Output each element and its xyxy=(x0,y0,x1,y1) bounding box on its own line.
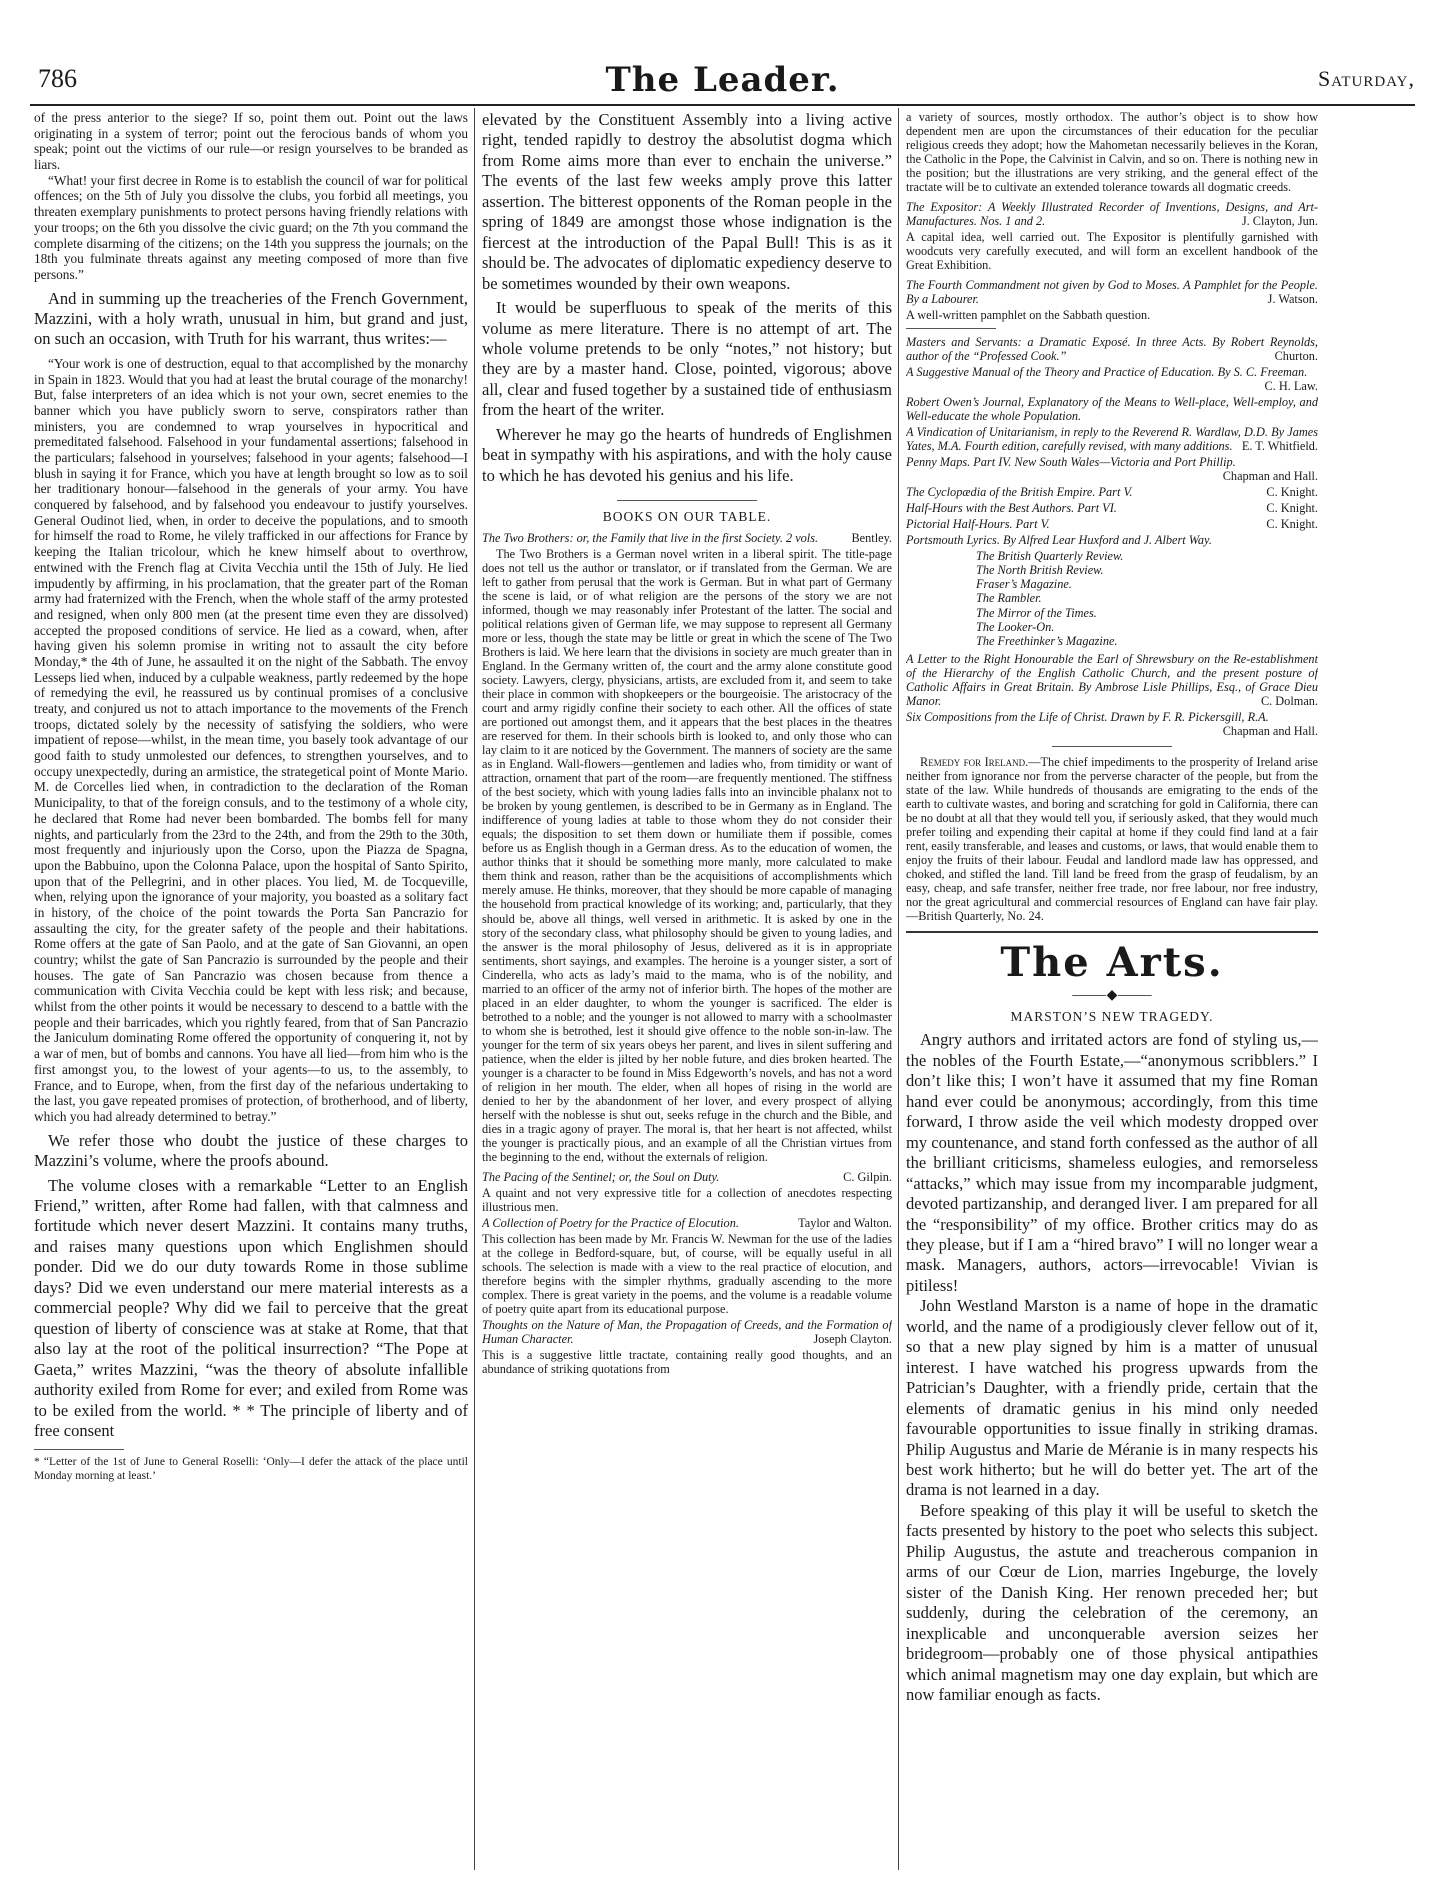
header-rule xyxy=(30,104,1415,106)
book-publisher: Bentley. xyxy=(851,531,892,546)
remedy-heading: Remedy for Ireland. xyxy=(920,754,1029,769)
book-publisher: C. Dolman. xyxy=(1260,693,1318,708)
issue-day: Saturday, xyxy=(1317,66,1415,91)
book-entry xyxy=(906,533,1318,547)
arts-section-title: The Arts. xyxy=(1000,938,1224,986)
column-1 xyxy=(34,110,468,1870)
paragraph: Wherever he may go the hearts of hundreds of Englishmen beat in sympathy with his aspirations, and with the holy cause to which he has devoted his genius and his life. xyxy=(482,424,892,485)
paragraph: The volume closes with a remarkable “Letter to an English Friend,” written, after Rome had fallen, with that calmness and fortitude which never desert Mazzini. It contains many truths, and raises many questions upon which Englishmen should ponder. Did we do our duty towards Rome in those sublime days? Did we even understand our mere material interests as a commercial people? Why did we fail to perceive that the great question of liberty of conscience was at stake at Rome, that that also lay at the root of the political insurrection? “The Pope at Gaeta,” writes Mazzini, “was the theory of absolute infallible authority exiled from Rome for ever; and exiled from Rome was to be exiled from the world. * * The principle of liberty and of free consent xyxy=(34,1175,468,1440)
book-publisher: E. T. Whitfield. xyxy=(1241,439,1318,454)
list-item: The Freethinker’s Magazine. xyxy=(976,633,1118,648)
book-entry xyxy=(906,485,1318,499)
book-title: The Cyclopædia of the British Empire. Part V. xyxy=(906,485,1133,500)
book-title: Thoughts on the Nature of Man, the Propagation of Creeds, and the Formation of Human Character. xyxy=(482,1317,892,1346)
book-entry xyxy=(906,455,1318,483)
book-entry xyxy=(906,425,1318,453)
book-title: Robert Owen’s Journal, Explanatory of the Means to Well-place, Well-employ, and Well-educate the whole Population. xyxy=(906,395,1318,424)
journal-list xyxy=(906,549,1318,647)
column-divider xyxy=(898,108,899,1870)
page-number: 786 xyxy=(38,64,77,93)
column-divider xyxy=(474,108,475,1870)
book-publisher: C. Knight. xyxy=(1266,485,1318,500)
book-entry xyxy=(906,652,1318,708)
book-entry xyxy=(906,517,1318,531)
book-entry xyxy=(482,1318,892,1346)
review: This is a suggestive little tractate, containing really good thoughts, and an abundance of striking quotations from xyxy=(482,1347,892,1376)
book-publisher: C. Knight. xyxy=(1266,501,1318,516)
review: A quaint and not very expressive title for a collection of anecdotes respecting illustrious men. xyxy=(482,1185,892,1214)
book-title: Portsmouth Lyrics. By Alfred Lear Huxford and J. Albert Way. xyxy=(906,533,1212,548)
book-title: A Vindication of Unitarianism, in reply to the Reverend R. Wardlaw, D.D. By James Yates, M.A. Fourth edition, carefully revised, with many additions. xyxy=(906,425,1318,454)
paragraph: elevated by the Constituent Assembly into a living active right, tended rapidly to destroy the absolutist dogma which from Rome aims more than ever to enchain the universe.” The events of the last few weeks amply prove this latter assertion. The bitterest opponents of the Roman people in the spring of 1849 are amongst those whose indignation is the fiercest at the introduction of the Papal Bull! This is as it should be. The advocates of diplomatic expediency deserve to be sometimes wounded by their own weapons. xyxy=(482,110,892,293)
book-publisher: C. H. Law. xyxy=(1264,379,1318,394)
list-item: The Looker-On. xyxy=(976,619,1055,634)
book-publisher: Taylor and Walton. xyxy=(798,1215,892,1230)
review: A capital idea, well carried out. The Expositor is plentifully garnished with woodcuts very carefully executed, and will form an excellent handbook of the Great Exhibition. xyxy=(906,230,1318,273)
paragraph: Before speaking of this play it will be useful to sketch the facts presented by history to the poet who selects this subject. Philip Augustus, the astute and treacherous companion in arms of our Cœur de Lion, marries Ingeburge, the lovely sister of the Danish King. Her renown preceded her; but suddenly, during the celebration of the ceremony, an inexplicable and unconquerable aversion seizes her bridegroom—probably one of those physical antipathies which animal magnetism may one day explain, but which are now familiar enough as facts. xyxy=(906,1500,1318,1704)
book-entry xyxy=(906,278,1318,306)
paragraph xyxy=(906,755,1318,923)
section-rule xyxy=(906,328,996,329)
book-title: A Letter to the Right Honourable the Earl of Shrewsbury on the Re-establishment of the Hierarchy of the English Catholic Church, and the present posture of Catholic Affairs in Great Britain. By Ambrose Lisle Phillips, Esq., of Grace Dieu Manor. xyxy=(906,651,1318,708)
column-3 xyxy=(906,110,1318,1870)
review: A well-written pamphlet on the Sabbath question. xyxy=(906,308,1151,323)
book-publisher: C. Knight. xyxy=(1266,517,1318,532)
books-heading: BOOKS ON OUR TABLE. xyxy=(602,509,772,525)
book-title: Penny Maps. Part IV. New South Wales—Victoria and Port Phillip. xyxy=(906,455,1236,470)
masthead: The Leader. xyxy=(605,60,840,100)
ornament: ⸻◆⸻ xyxy=(1071,988,1153,1004)
list-item: Fraser’s Magazine. xyxy=(976,577,1072,592)
paragraph: of the press anterior to the siege? If so, point them out. Point out the laws originating in a system of terror; point out the ferocious bands of whom you speak; point out the victims of our rule—or resign yourselves to be branded as liars. xyxy=(34,110,468,173)
footnote-rule xyxy=(34,1449,124,1450)
book-entry xyxy=(906,710,1318,738)
list-item: The British Quarterly Review. xyxy=(976,549,1124,564)
article-heading: MARSTON’S NEW TRAGEDY. xyxy=(1010,1008,1214,1024)
book-title: The Two Brothers: or, the Family that live in the first Society. 2 vols. xyxy=(482,531,819,546)
review: This collection has been made by Mr. Francis W. Newman for the use of the ladies at the college in Bedford-square, but, of course, will be equally useful in all schools. The selection is made with a view to the real practice of elocution, and therefore begins with the simpler rhythms, gradually ascending to the more complex. There is great variety in the poems, and the volume is a readable volume of poetry quite apart from its educational purpose. xyxy=(482,1231,892,1316)
paragraph: John Westland Marston is a name of hope in the dramatic world, and the name of a prodigiously clever fellow out of it, so that a new play signed by him is a matter of unusual interest. I have watched his progress upwards from the Patrician’s Daughter, with a friendly pride, certain that the elements of dramatic genius in his mind only needed favourable opportunities to issue finally in striking dramas. Philip Augustus and Marie de Méranie is in many respects his best work hitherto; but he will do better yet. The art of the drama is not learned in a day. xyxy=(906,1296,1318,1500)
quote-paragraph: “What! your first decree in Rome is to establish the council of war for political offences; on the 5th of July you dissolve the clubs, you forbid all meetings, you threaten exemplary punishments to protect persons having friendly relations with your troops; on the 6th you dissolve the civic guard; on the 7th you command the complete disarming of the citizens; on the 14th you suppress the journals; on the 18th you fulminate threats against any meeting composed of more than five persons.” xyxy=(34,172,468,282)
review: The Two Brothers is a German novel writen in a liberal spirit. The title-page does not tell us the author or translator, or if translated from the German. We are left to gather from perusal that the work is German. But in what part of Germany the scene is laid, or of what religion are the persons of the story we are not informed, though we may reasonably infer Protestant of the latter. The social and political relations given of German life, we may suppose to represent all Germany more or less, though the state may be little or great in which the scene of The Two Brothers is laid. We here learn that the divisions in society are much greater than in England. In the Germany written of, the court and the army alone constitute good society. Lawyers, clergy, physicians, artists, are excluded from it, and seem to take their place in common with shopkeepers or the bourgeoisie. The aristocracy of the court and army rigidly confine their society to each other. All the offices of state are portioned out amongst them, and it appears that the best places in the theatres are reserved for them. In their schools birth is looked to, and only those who can lay claim to it are noticed by the Government. The manners of society are the same as in England. Wall-flowers—gentlemen and ladies who, from timidity or want of attraction, ornament that part of the room—are frequently mentioned. The stiffness of the best society, which with young ladies falls into an invincible phalanx not to be broken by young gentlemen, is described to be in Germany as in England. The indifference of young ladies at table to those whom they do not consider their equals; the disposition to set them down or humiliate them if possible, comes before us as English though in a German dress. As to the education of women, the author thinks that it should be something more manly, more calculated to make them think and reason, rather than be the acquisitions of accomplishments which merely amuse. He thinks, moreover, that they should be more capable of managing the household from practical knowledge of its working; and, particularly, that they should be, above all things, well versed in arithmetic. It is asked by one in the story of the secondary class, what philosophy should be given to young ladies, and the answer is the moral philosophy of Jesus, delivered as it is in appropriate sentiments, short sayings, and examples. The heroine is a younger sister, a sort of Cinderella, who acts as lady’s maid to the mama, who is of the nobility, and married to an officer of the army not of inferior birth. The hopes of the mother are placed in an elder daughter, to whom the younger is sacrificed. The elder is betrothed to a noble; and the younger is not allowed to marry with a schoolmaster to whom she is betrothed, lest it should give offence to the noble son-in-law. The younger for the term of six years obeys her parent, and lives in silent suffering and patience, when the elder is jilted by her noble future, and dies broken hearted. The younger is a character to be found in Miss Edgeworth’s novels, and has not a word of religion in her mouth. The elder, when all hopes of rising in the world are denied to her by the abandonment of her lover, and every prospect of allying herself with the noblesse is shut out, seeks refuge in the church and the Bible, and dies in a tragic agony of prayer. The moral is, that her heart is not affected, whilst the younger is practically pious, and an example of all the Christian virtues from the beginning to the end, without the externals of religion. xyxy=(482,547,892,1164)
section-rule xyxy=(1052,746,1172,747)
footnote: * “Letter of the 1st of June to General Roselli: ‘Only—I defer the attack of the place until Monday morning at least.’ xyxy=(34,1456,468,1482)
paragraph: Angry authors and irritated actors are fond of styling us,—the nobles of the Fourth Estate,—“anonymous scribblers.” I don’t like this; I won’t have it assumed that my fine Roman hand ever could be anonymous; accordingly, from this time forward, I throw aside the veil which modesty dropped over my countenance, and stand forth confessed as the author of all the brilliant criticisms, shameless eulogies, and remorseless “attacks,” which may issue from my incomparable judgment, devoted partizanship, and deranged liver. I am prepared for all the “responsibility” of my office. Brother critics may do as they please, but if I am a “hired bravo” I will no longer wear a mask. Managers, authors, actors—irrevocable! Vivian is pitiless! xyxy=(906,1030,1318,1295)
remedy-text: —The chief impediments to the prosperity of Ireland arise neither from ignorance nor from the perverse character of the people, but from the state of the law. While hundreds of thousands are emigrating to the ends of the earth to cultivate wastes, and boring and scratching for gold in California, there can be no doubt at all that they would tell you, if seriously asked, that they would much prefer toiling and expending their capital at home if they could find land at a fair rent, easily transferable, and leases and customs, or laws, that would enable them to enjoy the fruits of their labour. Feudal and landlord made law has oppressed, and choked, and stifled the land. Till land be freed from the grasp of feudalism, by an easy, cheap, and safe transfer, neither free trade, nor free labour, nor free industry, nor the great agricultural and commercial resources of England can have fair play.—British Quarterly, No. 24. xyxy=(906,754,1318,923)
paragraph: It would be superfluous to speak of the merits of this volume as mere literature. There is no attempt of art. The whole volume pretends to be only “notes,” not history; but they are by a master hand. Close, pointed, vigorous; above all, clear and fused together by a sustained tide of enthusiasm from the heart of the writer. xyxy=(482,298,892,420)
book-publisher: J. Watson. xyxy=(1267,292,1318,307)
book-entry xyxy=(906,365,1318,393)
section-rule xyxy=(617,500,757,501)
book-entry xyxy=(482,531,892,545)
paragraph: a variety of sources, mostly orthodox. The author’s object is to show how dependent men are upon the circumstances of their education for the peculiar religious creeds they adopt; how the Mahometan necessarily believes in the Koran, the Catholic in the Pope, the Calvinist in Calvin, and so on. There is nothing new in the position; but the illustrations are very striking, and the general effect of the tractate will be to cultivate an extended tolerance towards all dogmatic creeds. xyxy=(906,110,1318,195)
book-entry xyxy=(906,200,1318,228)
quote-paragraph: “Your work is one of destruction, equal to that accomplished by the monarchy in Spain in 1823. Would that you had at least the brutal courage of the monarchy! But, false interpreters of an idea which is not your own, secret enemies to the banner which you have publicly sworn to serve, conspirators rather than ministers, you are condemned to wrap yourselves in hypocritical and premeditated falsehood. Falsehood in your fundamental assertions; falsehood in the particulars; falsehood in yourselves; falsehood in your agents; falsehood—I blush in saying it for France, which you have at length brought so low as to soil her traditionary honour—falsehood in the generals of your army. You have conquered by falsehood, and by falsehood you endeavour to justify yourselves. General Oudinot lied, when, in order to deceive the populations, and to smooth for himself the road to Rome, he vilely trafficked in our affections for France by keeping the Italian tricolour, which he knew himself about to overthrow, entwined with the French flag at Civita Vecchia until the 15th of July. He lied impudently by affirming, in his proclamation, that the greater part of the Roman army had fraternized with the French, when the whole staff of the army protested and resigned, when only 800 men (at the present time even they are dissolved) accepted the proposed conditions of service. He lied as a coward, when, after having given his solemn promise in writing not to assault the city before Monday,* the 4th of June, he assaulted it on the night of the Sabbath. The envoy Lesseps lied when, induced by a culpable weakness, partly redeemed by the hope of remedying the evil, he reassured us by continual promises of a conclusive treaty, and conjured us not to attach importance to the movements of the French troops, dictated solely by the necessity of satisfying the soldiers, who were impatient of repose—whilst, in the mean time, you basely took advantage of our good faith to study unmolested our defences, to strengthen yourselves, and to occupy unexpectedly, during an armistice, the strategetical point of Monte Mario. M. de Corcelles lied when, in contradiction to the declaration of the Roman Municipality, to that of the foreign consuls, and to the testimony of a whole city, he declared that Rome had never been bombarded. The bombs fell for many nights, and particularly from the 23rd to the 24th, and from the 29th to the 30th, most frequently and injuriously upon the Corso, upon the Piazza de Spagna, upon the Babbuino, upon the Colonna Palace, upon the hospital of Santo Spirito, upon that of the Pellegrini, and in other places. You lied, M. de Tocqueville, when, relying upon the ignorance of your majority, you boasted as a solitary fact in history, of the choice of the point towards the Porta San Pancrazio for assaulting the city, for the greater safety of the people and their habitations. Rome offers at the gate of San Paolo, and at the gate of San Giovanni, an open country; whilst the gate of San Pancrazio is surrounded by the people and their houses. The gate of San Pancrazio was chosen because from thence a communication with Civita Vecchia could be kept with less risk; and because, whilst from the other points it would be necessary to descend to a battle with the people and their barricades, which you rightly feared, from that of San Pancrazio the Janiculum dominating Rome offered the opportunity of conquering it, not by a war of men, but of bombs and cannons. You have all lied—from him who is the first amongst you, to the lowest of your agents—to us, to the assembly, to France, and to Europe, when, from the first day of the nefarious undertaking to the last, you gave repeated promises of protection, of brotherhood, and of liberty, which you had already determined to betray.” xyxy=(34,355,468,1124)
book-title: The Pacing of the Sentinel; or, the Soul on Duty. xyxy=(482,1169,720,1184)
list-item: The Mirror of the Times. xyxy=(976,605,1097,620)
paragraph: We refer those who doubt the justice of these charges to Mazzini’s volume, where the proofs abound. xyxy=(34,1130,468,1171)
paragraph: And in summing up the treacheries of the French Government, Mazzini, with a holy wrath, unusual in him, but grand and just, on such an occasion, with Truth for his warrant, thus writes:— xyxy=(34,288,468,349)
list-item: The Rambler. xyxy=(976,591,1042,606)
book-publisher: Churton. xyxy=(1274,349,1318,364)
book-title: Pictorial Half-Hours. Part V. xyxy=(906,517,1050,532)
book-publisher: Chapman and Hall. xyxy=(1222,469,1318,484)
book-title: Six Compositions from the Life of Christ. Drawn by F. R. Pickersgill, R.A. xyxy=(906,709,1269,724)
book-title: The Fourth Commandment not given by God to Moses. A Pamphlet for the People. By a Labourer. xyxy=(906,278,1318,307)
book-entry xyxy=(906,501,1318,515)
book-publisher: Chapman and Hall. xyxy=(1222,723,1318,738)
book-entry xyxy=(906,395,1318,423)
book-entry xyxy=(906,335,1318,363)
book-publisher: C. Gilpin. xyxy=(843,1169,892,1184)
column-2 xyxy=(482,110,892,1870)
list-item: The North British Review. xyxy=(976,563,1104,578)
book-entry xyxy=(482,1170,892,1184)
section-rule xyxy=(906,931,1318,933)
book-publisher: Joseph Clayton. xyxy=(813,1331,892,1346)
book-title: A Suggestive Manual of the Theory and Practice of Education. By S. C. Freeman. xyxy=(906,365,1308,380)
book-title: Half-Hours with the Best Authors. Part VI. xyxy=(906,501,1117,516)
book-entry xyxy=(482,1216,892,1230)
book-title: A Collection of Poetry for the Practice of Elocution. xyxy=(482,1215,739,1230)
book-title: The Expositor: A Weekly Illustrated Recorder of Inventions, Designs, and Art-Manufactures. Nos. 1 and 2. xyxy=(906,200,1318,229)
book-publisher: J. Clayton, Jun. xyxy=(1241,214,1318,229)
book-title: Masters and Servants: a Dramatic Exposé. In three Acts. By Robert Reynolds, author of the “Professed Cook.” xyxy=(906,335,1318,364)
